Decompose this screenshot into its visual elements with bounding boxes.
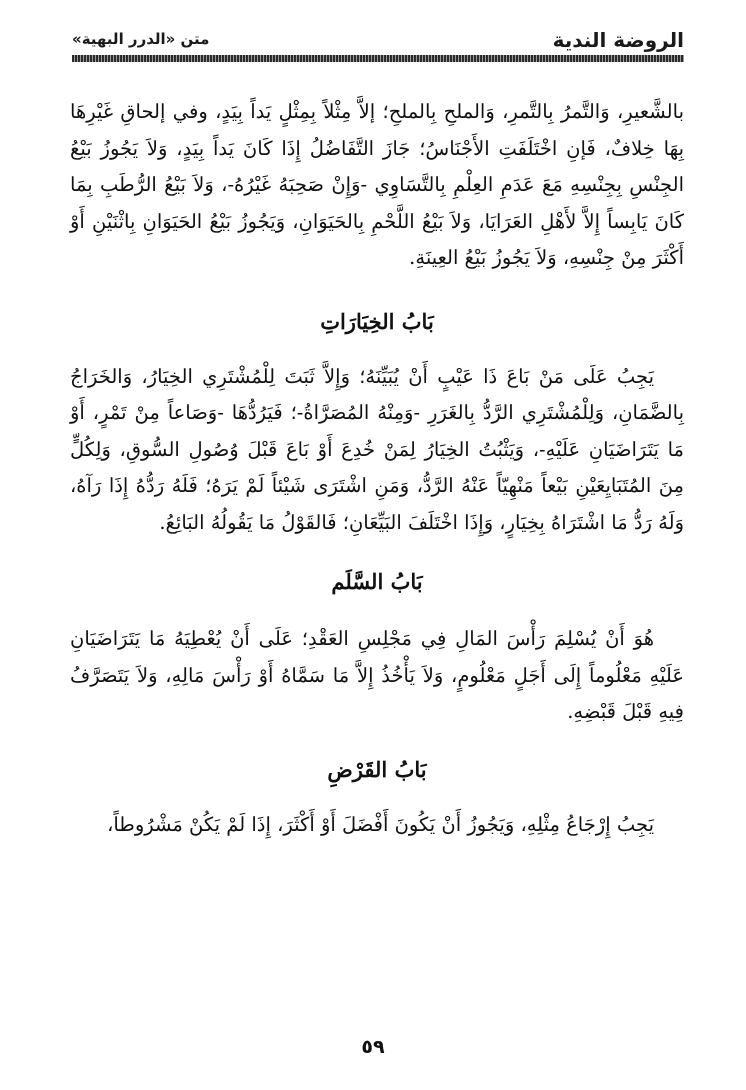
header-divider (72, 55, 684, 62)
section-paragraph-loan: يَجِبُ إِرْجَاعُ مِثْلِهِ، وَيَجُوزُ أَنْ يَكُونَ أَفْضَلَ أَوْ أَكْثَرَ، إِذَا لَمْ يَكُنْ مَشْرُوطاً، (107, 812, 654, 836)
running-header (72, 22, 684, 56)
section-title-loan: بَابُ القَرْضِ (327, 756, 427, 782)
section-paragraph-salam: هُوَ أَنْ يُسْلِمَ رَأْسَ المَالِ فِي مَجْلِسِ العَقْدِ؛ عَلَى أَنْ يُعْطِيَهُ مَا يَتَرَاضَيَانِ عَلَيْهِ مَعْلُوماً إِلَى أَجَلٍ مَعْلُومٍ، وَلاَ يَأْخُذُ إِلاَّ مَا سَمَّاهُ أَوْ رَأْسَ مَالِهِ، وَلاَ يَتَصَرَّفُ فِيهِ قَبْلَ قَبْضِهِ. (70, 627, 684, 723)
header-book-title: الروضة الندية (552, 28, 684, 52)
page-body (70, 94, 684, 843)
continuation-paragraph: بالشَّعيرِ، وَالتَّمرُ بِالتَّمرِ، وَالملحِ بِالملحِ؛ إلاَّ مِثْلاً بِمِثْلٍ يَداً بِيَدٍ، وفي إلحاقِ غَيْرِهَا بِهَا خِلافٌ، فَإنِ اخْتَلَفَتِ الأَجْنَاسُ؛ جَازَ التَّفَاضُلُ إِذَا كَانَ يَداً بِيَدٍ، وَلاَ يَجُوزُ بَيْعُ الجِنْسِ بِجِنْسِهِ مَعَ عَدَمِ العِلْمِ بِالتَّسَاوِي -وَإِنْ صَحِبَهُ غَيْرُهُ-، وَلاَ بَيْعُ الرُّطَبِ بِمَا كَانَ يَابِساً إِلاَّ لأَهْلِ العَرَايَا، وَلاَ بَيْعُ اللَّحْمِ بِالحَيَوَانِ، وَيَجُوزُ بَيْعُ الحَيَوَانِ بِاثْنَيْنِ أَوْ أَكْثَرَ مِنْ جِنْسِهِ، وَلاَ يَجُوزُ بَيْعُ العِينَةِ. (70, 100, 684, 269)
page-number: ٥٩ (361, 1036, 385, 1058)
header-source-title: متن «الدرر البهية» (72, 30, 210, 48)
section-title-options: بَابُ الخِيَارَاتِ (320, 308, 434, 334)
section-paragraph-options: يَجِبُ عَلَى مَنْ بَاعَ ذَا عَيْبٍ أَنْ يُبَيِّنَهُ؛ وَإِلاَّ ثَبَتَ لِلْمُشْتَرِي الخِيَارُ، وَالخَرَاجُ بِالضَّمَانِ، وَلِلْمُشْتَرِي الرَّدُّ بِالغَرَرِ -وَمِنْهُ المُصَرَّاةُ-؛ فَيَرُدُّهَا -وَصَاعاً مِنْ تَمْرٍ، أَوْ مَا يَتَرَاضَيَانِ عَلَيْهِ-، وَيَثْبُتُ الخِيَارُ لِمَنْ خُدِعَ أَوْ بَاعَ قَبْلَ وُصُولِ السُّوقِ، وَلِكُلٍّ مِنَ المُتَبَايِعَيْنِ بَيْعاً مَنْهِيّاً عَنْهُ الرَّدُّ، وَمَنِ اشْتَرَى شَيْئاً لَمْ يَرَهُ؛ فَلَهُ رَدُّهُ إِذَا رَآهُ، وَلَهُ رَدُّ مَا اشْتَرَاهُ بِخِيَارٍ، وَإِذَا اخْتَلَفَ البَيِّعَانِ؛ فَالقَوْلُ مَا يَقُولُهُ البَائِعُ. (70, 364, 684, 534)
section-title-salam: بَابُ السَّلَم (331, 569, 423, 594)
